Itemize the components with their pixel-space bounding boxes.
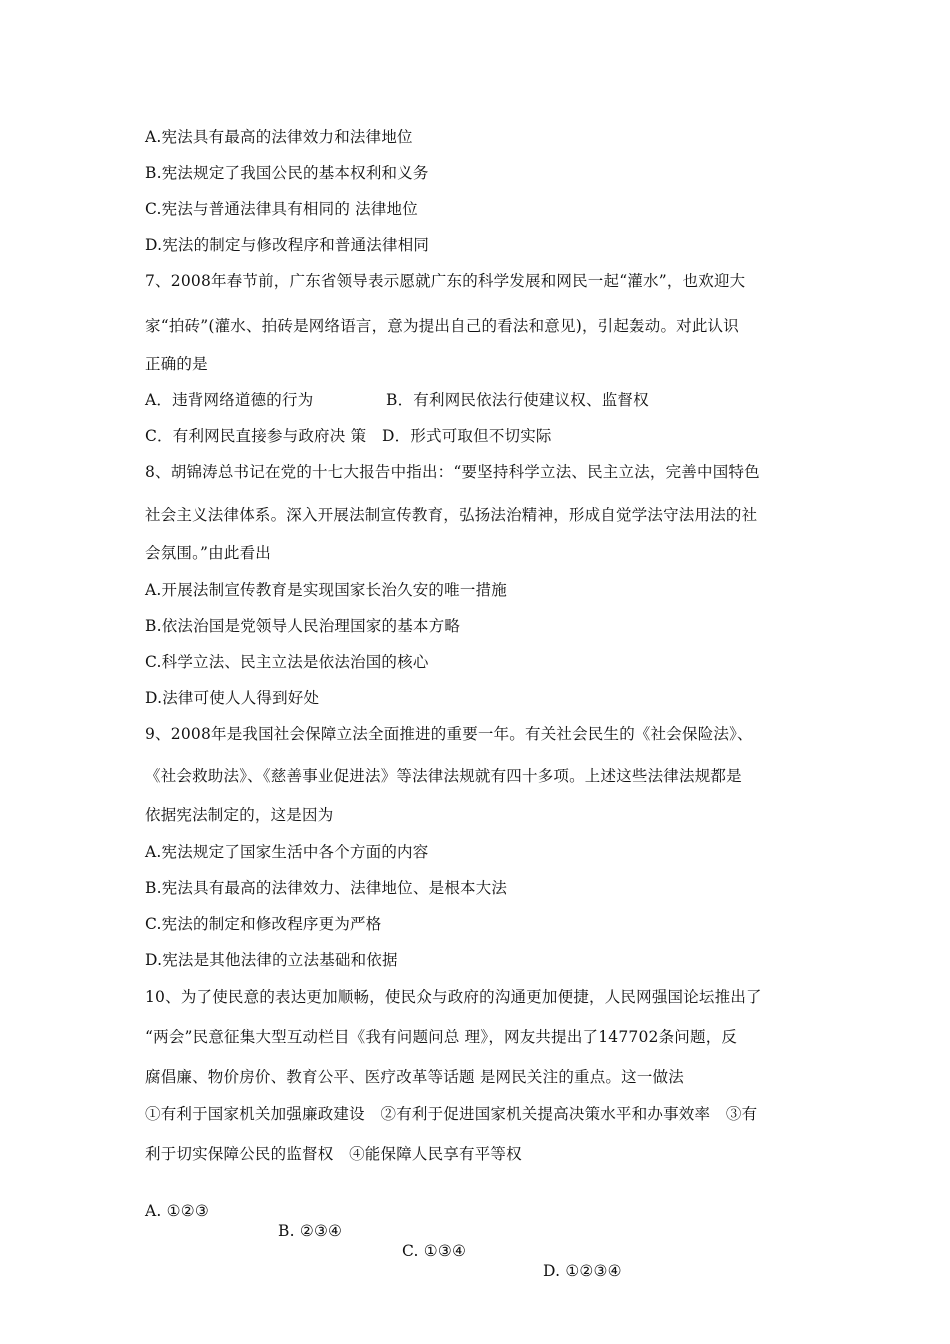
q7-stem-line-3: 正确的是 [145, 355, 208, 373]
q8-stem-line-1: 8、胡锦涛总书记在党的十七大报告中指出：“要坚持科学立法、民主立法，完善中国特色 [145, 463, 760, 481]
q8-stem-line-2: 社会主义法律体系。深入开展法制宣传教育，弘扬法治精神，形成自觉学法守法用法的社 [145, 506, 758, 524]
q8-option-b: B.依法治国是党领导人民治理国家的基本方略 [145, 617, 461, 635]
q7-options-c-d: C．有利网民直接参与政府决 策 D．形式可取但不切实际 [145, 427, 552, 445]
q7-option-a: A．违背网络道德的行为 [145, 391, 314, 409]
q8-stem-line-3: 会氛围。”由此看出 [145, 544, 271, 562]
q10-stem-line-1: 10、为了使民意的表达更加顺畅，使民众与政府的沟通更加便捷，人民网强国论坛推出了 [145, 988, 762, 1006]
q10-stem-line-2: “两会”民意征集大型互动栏目《我有问题问总 理》，网友共提出了147702条问题，反 [145, 1028, 738, 1046]
q10-option-d: D. ①②③④ [543, 1262, 622, 1280]
q10-statements-line-2: 利于切实保障公民的监督权 ④能保障人民享有平等权 [145, 1145, 522, 1163]
q9-option-c: C.宪法的制定和修改程序更为严格 [145, 915, 382, 933]
q9-option-a: A.宪法规定了国家生活中各个方面的内容 [145, 843, 429, 861]
q10-statements-line-1: ①有利于国家机关加强廉政建设 ②有利于促进国家机关提高决策水平和办事效率 ③有 [145, 1105, 758, 1123]
q10-option-c: C. ①③④ [402, 1242, 467, 1260]
q9-option-d: D.宪法是其他法律的立法基础和依据 [145, 951, 398, 969]
q7-option-b: B．有利网民依法行使建议权、监督权 [386, 391, 649, 409]
q9-stem-line-3: 依据宪法制定的，这是因为 [145, 806, 334, 824]
q7-stem-line-1: 7、2008年春节前，广东省领导表示愿就广东的科学发展和网民一起“灌水”，也欢迎大 [145, 272, 746, 290]
q10-options [145, 1181, 622, 1301]
q9-stem-line-1: 9、2008年是我国社会保障立法全面推进的重要一年。有关社会民生的《社会保险法》、 [145, 725, 753, 743]
q10-option-a: A. ①②③ [145, 1202, 209, 1220]
q8-option-a: A.开展法制宣传教育是实现国家长治久安的唯一措施 [145, 581, 507, 599]
q7-stem-line-2: 家“拍砖”(灌水、拍砖是网络语言，意为提出自己的看法和意见)，引起轰动。对此认识 [145, 317, 739, 335]
q6-option-d: D.宪法的制定与修改程序和普通法律相同 [145, 236, 430, 254]
q6-option-c: C.宪法与普通法律具有相同的 法律地位 [145, 200, 418, 218]
q6-option-a: A.宪法具有最高的法律效力和法律地位 [145, 128, 413, 146]
q8-option-c: C.科学立法、民主立法是依法治国的核心 [145, 653, 429, 671]
q9-option-b: B.宪法具有最高的法律效力、法律地位、是根本大法 [145, 879, 508, 897]
q8-option-d: D.法律可使人人得到好处 [145, 689, 320, 707]
q10-option-b: B. ②③④ [278, 1222, 343, 1240]
q6-option-b: B.宪法规定了我国公民的基本权利和义务 [145, 164, 429, 182]
q10-stem-line-3: 腐倡廉、物价房价、教育公平、医疗改革等话题 是网民关注的重点。这一做法 [145, 1068, 684, 1086]
q9-stem-line-2: 《社会救助法》、《慈善事业促进法》等法律法规就有四十多项。上述这些法律法规都是 [145, 767, 742, 785]
